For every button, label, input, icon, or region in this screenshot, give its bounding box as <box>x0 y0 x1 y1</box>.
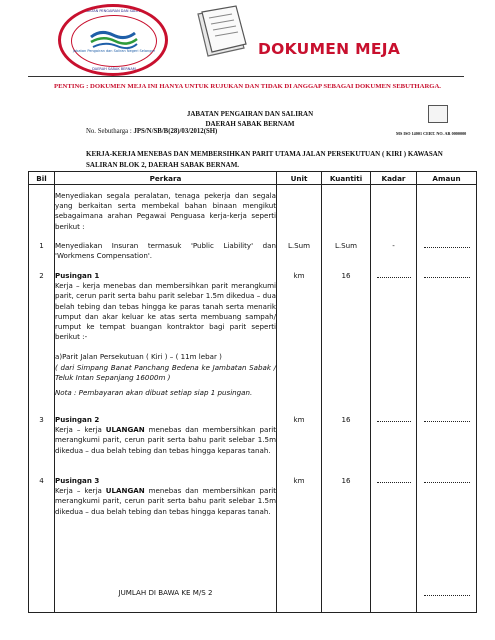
row-amaun <box>417 271 477 415</box>
row-kuantiti: 16 <box>322 415 371 476</box>
quotation-number-label: No. Sebutharga : <box>86 128 132 135</box>
row-kuantiti: 16 <box>322 476 371 566</box>
row-description: Kerja – kerja ULANGAN menebas dan membersihkan parit merangkumi parit, cerun parit serta bahu parit selebar 1.5m dikedua – dua belah tebing dan tebas hingga keparas tanah. <box>55 425 276 455</box>
document-title: DOKUMEN MEJA <box>258 40 401 58</box>
department-logo <box>58 4 168 76</box>
row-bil: 2 <box>29 271 55 415</box>
row-description: Kerja – kerja menebas dan membersihkan parit merangkumi parit, cerun parit serta bahu parit selebar 1.5m dikedua – dua belah tebing dan tebas hingga ke paras tanah serta menarik rumput dan akar keluar ke atas serta membuang sampah/ rumput ke tempat buangan kontraktor bagi parit seperti berikut :- <box>55 281 276 342</box>
important-notice: PENTING : DOKUMEN MEJA INI HANYA UNTUK RUJUKAN DAN TIDAK DI ANGGAP SEBAGAI DOKUMEN SEBUTHARGA. <box>54 83 441 90</box>
row-note: Nota : Pembayaran akan dibuat setiap siap 1 pusingan. <box>55 388 253 398</box>
row-kadar <box>371 476 417 566</box>
row-amaun <box>417 476 477 566</box>
seal-text-top: JABATAN PENGAIRAN DAN SALIRAN <box>83 9 145 13</box>
seal-text-middle: Jabatan Pengairan dan Saliran Negeri Selangor <box>72 49 156 53</box>
row-kadar: - <box>371 241 417 271</box>
row-title: Pusingan 1 <box>55 271 100 280</box>
row-kadar <box>371 415 417 476</box>
total-label: JUMLAH DI BAWA KE M/S 2 <box>55 566 277 613</box>
header-perkara: Perkara <box>55 172 277 185</box>
work-title: KERJA-KERJA MENEBAS DAN MEMBERSIHKAN PARIT UTAMA JALAN PERSEKUTUAN ( KIRI ) KAWASAN SALIRAN BLOK 2, DAERAH SABAK BERNAM. <box>86 150 443 169</box>
row-bil: 3 <box>29 415 55 476</box>
water-waves-icon <box>61 7 168 76</box>
row-kadar <box>371 271 417 415</box>
row-unit: L.Sum <box>277 241 322 271</box>
department-name: JABATAN PENGAIRAN DAN SALIRAN <box>186 110 314 118</box>
row-perkara <box>55 415 277 476</box>
row-sub-item-detail: ( dari Simpang Banat Panchang Bedena ke Jambatan Sabak / Teluk Intan Sepanjang 16000m ) <box>55 362 276 382</box>
table-row-total <box>29 566 477 613</box>
district-name: DAERAH SABAK BERNAM <box>205 120 295 128</box>
quotation-number <box>86 128 217 135</box>
document-icon <box>192 4 252 62</box>
header-unit: Unit <box>277 172 322 185</box>
table-row <box>29 476 477 566</box>
table-row <box>29 241 477 271</box>
bill-of-quantities-table <box>28 171 477 613</box>
row-unit: km <box>277 415 322 476</box>
row-kuantiti: 16 <box>322 271 371 415</box>
row-perkara <box>55 476 277 566</box>
certification-mark-icon <box>428 105 448 123</box>
row-perkara: Menyediakan Insuran termasuk 'Public Liability' dan 'Workmens Compensation'. <box>55 241 277 271</box>
row-title: Pusingan 3 <box>55 476 100 485</box>
row-unit: km <box>277 271 322 415</box>
department-heading <box>150 109 350 129</box>
header-kuantiti: Kuantiti <box>322 172 371 185</box>
table-row <box>29 415 477 476</box>
certification-logo <box>418 105 468 133</box>
certification-number: MS ISO 14001 CERT. NO. AR 0000000 <box>396 131 467 136</box>
row-amaun <box>417 415 477 476</box>
header-amaun: Amaun <box>417 172 477 185</box>
seal-text-bottom: DAERAH SABAK BERNAM <box>92 67 136 71</box>
row-kuantiti: L.Sum <box>322 241 371 271</box>
total-amount <box>417 566 477 613</box>
row-sub-item: a)Parit Jalan Persekutuan ( Kiri ) – ( 11m lebar ) <box>55 352 222 362</box>
row-bil: 4 <box>29 476 55 566</box>
row-perkara <box>55 271 277 415</box>
row-description: Kerja – kerja ULANGAN menebas dan membersihkan parit merangkumi parit, cerun parit serta bahu parit selebar 1.5m dikedua – dua belah tebing dan tebas hingga keparas tanah. <box>55 486 276 516</box>
table-row-intro <box>29 185 477 242</box>
header-bil: Bil <box>29 172 55 185</box>
row-amaun <box>417 241 477 271</box>
row-unit: km <box>277 476 322 566</box>
table-header-row <box>29 172 477 185</box>
intro-text: Menyediakan segala peralatan, tenaga pekerja dan segala yang berkaitan serta membekal bahan binaan mengikut sebagaimana arahan Pegawai Penguasa kerja-kerja seperti berikut : <box>55 185 277 242</box>
row-title: Pusingan 2 <box>55 415 100 424</box>
table-row <box>29 271 477 415</box>
quotation-number-value: JPS/N/SB/B(28)/03/2012(SH) <box>133 128 218 135</box>
row-bil: 1 <box>29 241 55 271</box>
header-kadar: Kadar <box>371 172 417 185</box>
header-divider <box>28 76 464 77</box>
